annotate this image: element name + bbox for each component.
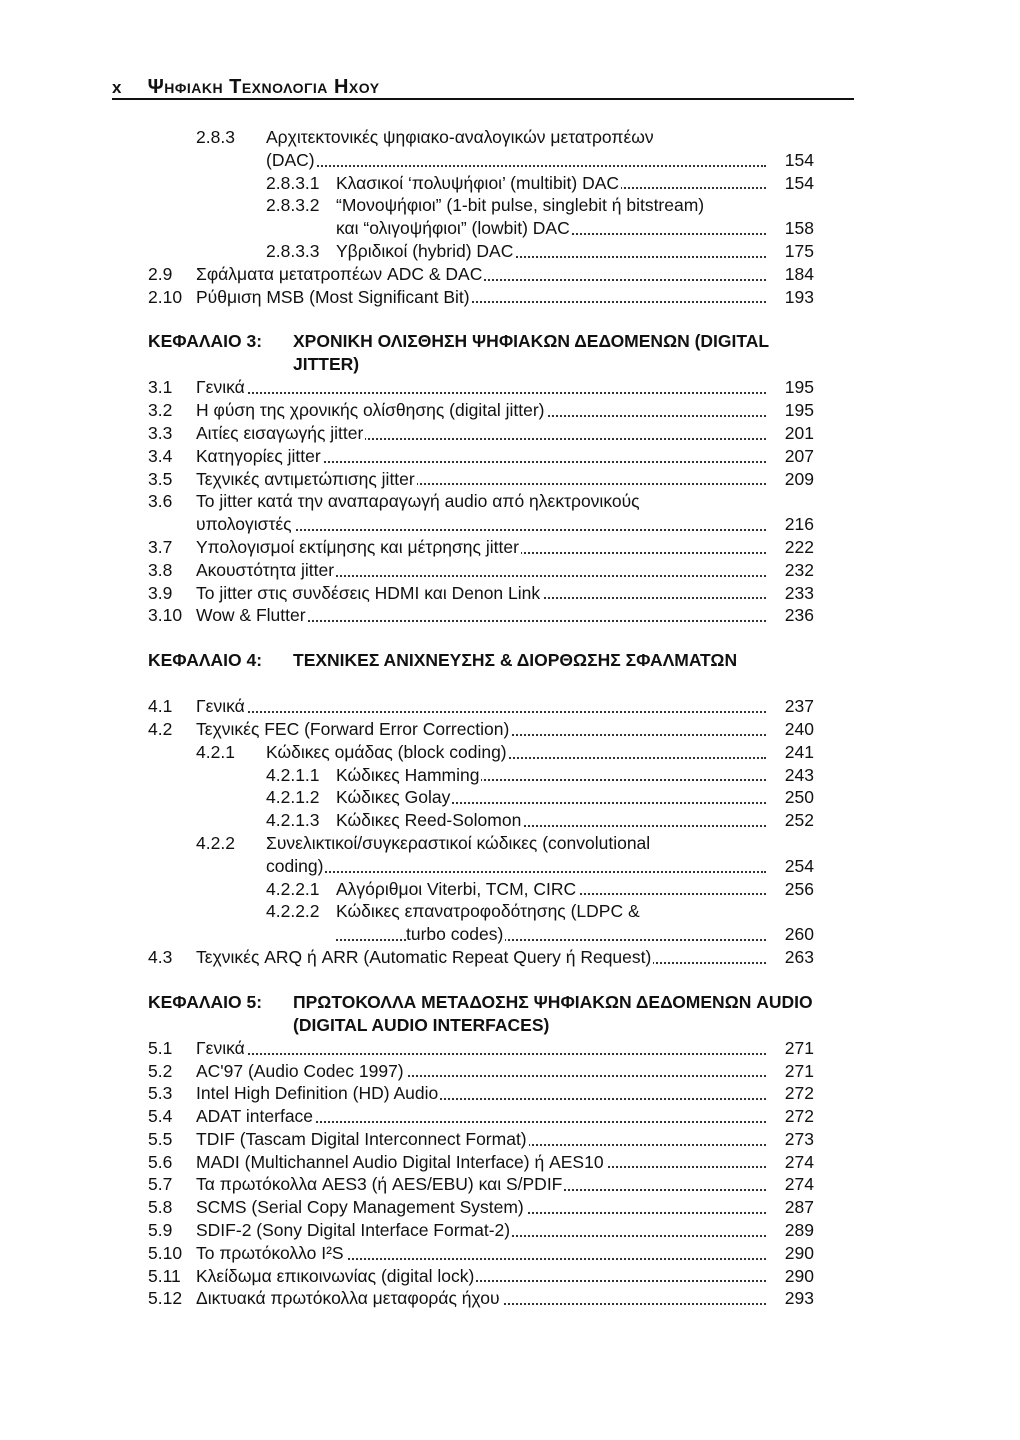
section-title: To jitter στις συνδέσεις HDMI και Denon Link — [196, 582, 766, 605]
chapter-label: ΚΕΦΑΛΑΙΟ 4: — [148, 650, 263, 671]
section-title: (DAC) — [266, 149, 766, 172]
toc-entry[interactable] — [148, 1287, 814, 1310]
section-title: Κατηγορίες jitter — [196, 445, 766, 468]
dot-leader — [196, 711, 766, 713]
section-number: 4.2.2 — [196, 832, 235, 853]
section-title: Ρύθμιση MSB (Most Significant Bit) — [196, 286, 766, 309]
page-number: x — [112, 78, 122, 97]
section-number: 2.8.3.3 — [266, 240, 320, 261]
section-title: MADI (Multichannel Audio Digital Interface) ή AES10 — [196, 1151, 766, 1174]
section-title: Το πρωτόκολλο I²S — [196, 1242, 766, 1265]
toc-entry[interactable] — [148, 445, 814, 468]
toc-entry[interactable] — [148, 1173, 814, 1196]
section-number: 5.5 — [148, 1128, 173, 1149]
section-title: Τεχνικές αντιμετώπισης jitter — [196, 468, 766, 491]
chapter-title: ΤΕΧΝΙΚΕΣ ΑΝΙΧΝΕΥΣΗΣ & ΔΙΟΡΘΩΣΗΣ ΣΦΑΛΜΑΤΩΝ — [293, 650, 738, 671]
page-reference: 158 — [784, 218, 814, 239]
section-number: 5.4 — [148, 1106, 173, 1127]
section-number: 3.5 — [148, 468, 173, 489]
toc-entry[interactable] — [148, 1196, 814, 1219]
dot-leader — [196, 392, 766, 394]
chapter-label: ΚΕΦΑΛΑΙΟ 5: — [148, 991, 263, 1012]
section-title: Σφάλματα μετατροπέων ADC & DAC — [196, 263, 766, 286]
toc-entry[interactable] — [148, 490, 814, 513]
section-number: 3.1 — [148, 377, 173, 398]
page-reference: 184 — [784, 263, 814, 284]
section-title: και “ολιγοψήφιοι” (lowbit) DAC — [336, 217, 766, 240]
toc-entry[interactable] — [148, 172, 814, 195]
section-number: 4.3 — [148, 946, 173, 967]
toc-entry[interactable] — [148, 194, 814, 217]
page-reference: 236 — [784, 605, 814, 626]
toc-entry[interactable] — [148, 764, 814, 787]
section-number: 5.6 — [148, 1151, 173, 1172]
toc-entry[interactable] — [148, 286, 814, 309]
section-number: 4.2.2.2 — [266, 901, 320, 922]
dot-leader — [266, 165, 766, 167]
section-number: 3.4 — [148, 445, 173, 466]
toc-entry[interactable] — [148, 1128, 814, 1151]
section-number: 5.3 — [148, 1083, 173, 1104]
toc-entry[interactable] — [148, 422, 814, 445]
section-title: Ακουστότητα jitter — [196, 559, 766, 582]
toc-entry-continuation[interactable] — [148, 513, 814, 536]
dot-leader — [266, 871, 766, 873]
page-reference: 233 — [784, 582, 814, 603]
chapter-title: ΠΡΩΤΟΚΟΛΛΑ ΜΕΤΑΔΟΣΗΣ ΨΗΦΙΑΚΩΝ ΔΕΔΟΜΕΝΩΝ AUDIO (DIGITAL AUDIO INTERFACES) — [293, 991, 813, 1035]
page-reference: 274 — [784, 1174, 814, 1195]
section-number: 2.8.3 — [196, 127, 235, 147]
page-reference: 290 — [784, 1265, 814, 1286]
page-reference: 154 — [784, 149, 814, 170]
toc-entry[interactable] — [148, 240, 814, 263]
section-title: Συνελικτικοί/συγκεραστικοί κώδικες (convolutional — [266, 832, 651, 853]
page-reference: 207 — [784, 445, 814, 466]
section-number: 4.2 — [148, 718, 173, 739]
section-title: Τα πρωτόκολλα AES3 (ή AES/EBU) και S/PDIF — [196, 1173, 766, 1196]
chapter-heading — [148, 991, 814, 1037]
section-title: Υπολογισμοί εκτίμησης και μέτρησης jitter — [196, 536, 766, 559]
running-header — [112, 76, 854, 100]
section-number: 2.10 — [148, 286, 183, 307]
toc-entry[interactable] — [148, 809, 814, 832]
section-number: 5.8 — [148, 1197, 173, 1218]
toc-entry-continuation[interactable] — [148, 149, 814, 172]
toc-entry[interactable] — [148, 878, 814, 901]
page-reference: 240 — [784, 718, 814, 739]
section-number: 4.2.1.2 — [266, 787, 320, 808]
toc-entry[interactable] — [148, 582, 814, 605]
section-title: TDIF (Tascam Digital Interconnect Format) — [196, 1128, 766, 1151]
section-title: To jitter κατά την αναπαραγωγή audio από ηλεκτρονικούς — [196, 491, 640, 512]
section-number: 3.3 — [148, 422, 173, 443]
page-reference: 290 — [784, 1242, 814, 1263]
toc-entry[interactable] — [148, 376, 814, 399]
dot-leader — [336, 939, 766, 941]
section-number: 4.1 — [148, 696, 173, 717]
toc-entry[interactable] — [148, 695, 814, 718]
toc-entry-continuation[interactable] — [148, 923, 814, 946]
section-title: Υβριδικοί (hybrid) DAC — [336, 240, 766, 263]
page-reference: 250 — [784, 787, 814, 808]
dot-leader — [196, 1053, 766, 1055]
section-number: 5.10 — [148, 1242, 183, 1263]
chapter-heading — [148, 649, 814, 695]
toc-entry[interactable] — [148, 718, 814, 741]
section-number: 3.8 — [148, 559, 173, 580]
toc-entry[interactable] — [148, 468, 814, 491]
section-number: 2.9 — [148, 263, 173, 284]
section-number: 4.2.2.1 — [266, 878, 320, 899]
section-title: Η φύση της χρονικής ολίσθησης (digital jitter) — [196, 399, 766, 422]
page-reference: 232 — [784, 559, 814, 580]
page-reference: 201 — [784, 422, 814, 443]
toc-entry[interactable] — [148, 1151, 814, 1174]
page-reference: 272 — [784, 1083, 814, 1104]
section-title: Αλγόριθμοι Viterbi, TCM, CIRC — [336, 878, 766, 901]
section-title: turbo codes) — [336, 923, 766, 946]
toc-entry-continuation[interactable] — [148, 217, 814, 240]
section-number: 3.10 — [148, 605, 183, 626]
page-reference: 216 — [784, 514, 814, 535]
toc-entry[interactable] — [148, 1082, 814, 1105]
section-number: 5.7 — [148, 1174, 173, 1195]
section-title: Κώδικες επανατροφοδότησης (LDPC & — [336, 901, 640, 922]
page-reference: 273 — [784, 1128, 814, 1149]
section-title: AC'97 (Audio Codec 1997) — [196, 1060, 766, 1083]
section-number: 3.7 — [148, 536, 173, 557]
section-title: “Μονοψήφιοι” (1-bit pulse, singlebit ή bitstream) — [336, 195, 705, 216]
section-title: Κώδικες Golay — [336, 786, 766, 809]
page-reference: 195 — [784, 377, 814, 398]
section-number: 5.9 — [148, 1220, 173, 1241]
section-title: Κλείδωμα επικοινωνίας (digital lock) — [196, 1265, 766, 1288]
page-reference: 175 — [784, 240, 814, 261]
section-title: Κώδικες Reed-Solomon — [336, 809, 766, 832]
page-reference: 209 — [784, 468, 814, 489]
toc-entry[interactable] — [148, 126, 814, 149]
page-reference: 271 — [784, 1060, 814, 1081]
page-reference: 154 — [784, 172, 814, 193]
section-number: 3.6 — [148, 491, 173, 512]
page-reference: 241 — [784, 741, 814, 762]
toc-entry[interactable] — [148, 741, 814, 764]
section-number: 4.2.1.1 — [266, 764, 320, 785]
page-reference: 271 — [784, 1037, 814, 1058]
page-reference: 293 — [784, 1288, 814, 1309]
chapter-label: ΚΕΦΑΛΑΙΟ 3: — [148, 331, 263, 352]
toc-entry[interactable] — [148, 832, 814, 855]
table-of-contents — [148, 126, 814, 1310]
section-title: SCMS (Serial Copy Management System) — [196, 1196, 766, 1219]
toc-entry[interactable] — [148, 399, 814, 422]
toc-entry[interactable] — [148, 1219, 814, 1242]
section-title: Γενικά — [196, 695, 766, 718]
section-number: 3.2 — [148, 400, 173, 421]
page-reference: 289 — [784, 1220, 814, 1241]
section-number: 5.1 — [148, 1037, 173, 1058]
toc-entry[interactable] — [148, 1037, 814, 1060]
section-number: 4.2.1 — [196, 741, 235, 762]
page-reference: 193 — [784, 286, 814, 307]
toc-entry[interactable] — [148, 900, 814, 923]
section-title: Wow & Flutter — [196, 604, 766, 627]
section-title: Τεχνικές FEC (Forward Error Correction) — [196, 718, 766, 741]
page-reference: 243 — [784, 764, 814, 785]
page-reference: 195 — [784, 400, 814, 421]
chapter-title: ΧΡΟΝΙΚΗ ΟΛΙΣΘΗΣΗ ΨΗΦΙΑΚΩΝ ΔΕΔΟΜΕΝΩΝ (DIGITAL JITTER) — [293, 331, 769, 375]
section-number: 5.2 — [148, 1060, 173, 1081]
section-number: 5.12 — [148, 1288, 183, 1309]
section-title: υπολογιστές — [196, 513, 766, 536]
toc-entry[interactable] — [148, 1265, 814, 1288]
section-title: Κώδικες ομάδας (block coding) — [266, 741, 766, 764]
section-title: Αιτίες εισαγωγής jitter — [196, 422, 766, 445]
section-number: 2.8.3.1 — [266, 172, 320, 193]
page-reference: 263 — [784, 946, 814, 967]
section-title: Intel High Definition (HD) Audio — [196, 1082, 766, 1105]
toc-entry[interactable] — [148, 1105, 814, 1128]
section-title: coding) — [266, 855, 766, 878]
section-number: 5.11 — [148, 1265, 181, 1286]
book-title: Ψηφιακη Τεχνολογια Ηχου — [147, 76, 380, 98]
section-title: SDIF-2 (Sony Digital Interface Format-2) — [196, 1219, 766, 1242]
section-title: Κώδικες Hamming — [336, 764, 766, 787]
section-number: 4.2.1.3 — [266, 810, 320, 831]
page-reference: 237 — [784, 696, 814, 717]
toc-entry[interactable] — [148, 263, 814, 286]
page-reference: 272 — [784, 1106, 814, 1127]
section-number: 2.8.3.2 — [266, 195, 320, 216]
page-reference: 256 — [784, 878, 814, 899]
section-number: 3.9 — [148, 582, 173, 603]
toc-entry[interactable] — [148, 536, 814, 559]
toc-entry[interactable] — [148, 946, 814, 969]
page-reference: 260 — [784, 924, 814, 945]
section-title: Τεχνικές ARQ ή ARR (Automatic Repeat Query ή Request) — [196, 946, 766, 969]
toc-entry[interactable] — [148, 559, 814, 582]
toc-entry[interactable] — [148, 1242, 814, 1265]
toc-entry-continuation[interactable] — [148, 855, 814, 878]
section-title: ADAT interface — [196, 1105, 766, 1128]
page-reference: 222 — [784, 536, 814, 557]
page-reference: 274 — [784, 1151, 814, 1172]
section-title: Κλασικοί ‘πολυψήφιοι’ (multibit) DAC — [336, 172, 766, 195]
section-title: Δικτυακά πρωτόκολλα μεταφοράς ήχου — [196, 1287, 766, 1310]
toc-entry[interactable] — [148, 604, 814, 627]
section-title: Αρχιτεκτονικές ψηφιακο-αναλογικών μετατροπέων — [266, 127, 654, 147]
page-reference: 252 — [784, 810, 814, 831]
page-reference: 287 — [784, 1197, 814, 1218]
chapter-heading — [148, 330, 814, 376]
toc-entry[interactable] — [148, 786, 814, 809]
section-title: Γενικά — [196, 1037, 766, 1060]
section-title: Γενικά — [196, 376, 766, 399]
page-reference: 254 — [784, 855, 814, 876]
toc-entry[interactable] — [148, 1060, 814, 1083]
